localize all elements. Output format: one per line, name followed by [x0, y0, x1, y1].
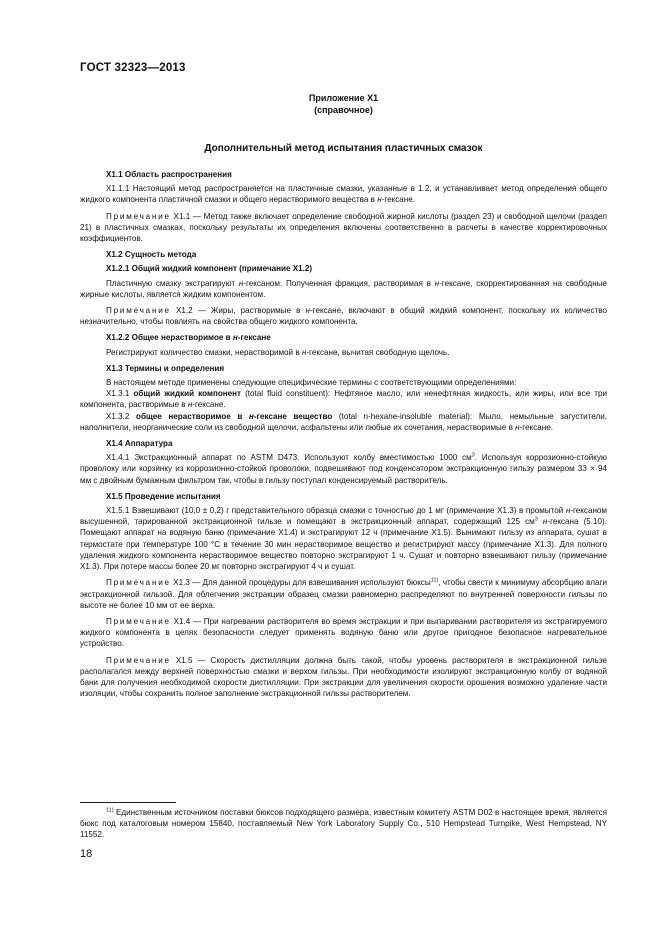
- note-x1-5: Примечание X1.5 — Скорость дистилляции должна быть такой, чтобы уровень растворителя в экстракционной гильзе располагался между верхней поверхностью смазки и верхом гильзы. При необходимости изолируют экстракционную колбу от водяной бани для получения необходимой скорости дистилляции. При экстракции для увеличения скорости орошения возможно удаление части изоляции, чтобы сохранить полное заполнение экстракционной гильзы растворителем.: [80, 655, 607, 699]
- section-heading-x1-5: X1.5 Проведение испытания: [106, 491, 221, 501]
- term-x1-3-2: X1.3.2 общее нерастворимое в н-гексане вещество (total n-hexane-insoluble material): Мыло, немыльные загустители, наполнители, неорганические соли из свободной щелочи, асфальтены или любые их сочетания, нерастворимые в н-гексане.: [80, 411, 607, 432]
- document-body: [80, 169, 607, 699]
- section-heading-x1-1: X1.1 Область распространения: [106, 170, 232, 179]
- term-x1-3-1: X1.3.1 общий жидкий компонент (total fluid constituent): Нефтяное масло, или ненефтяная жидкость, или жиры, или все три компонента, растворимые в н-гексане.: [80, 389, 607, 410]
- paragraph-x1-4-1: X1.4.1 Экстракционный аппарат по ASTM D473. Используют колбу вместимостью 1000 $см^3$. Используя коррозионно-стойкую проволоку или корзинку из коррозионно-стойкой проволоки, подвешивают под конденсатором экстракционную гильзу размером 33 × 94 мм с двойным бумажным фильтром так, чтобы в гильзу поступал конденсируемый растворитель.: [80, 452, 607, 485]
- page-number: 18: [80, 848, 93, 860]
- note-x1-4: Примечание X1.4 — При нагревании растворителя во время экстракции и при выпаривании растворителя из экстрагируемого жидкого компонента в целях безопасности следует применять водяную баню или другое пригодное безопасное нагревательное устройство.: [80, 616, 607, 649]
- paragraph-x1-2-2: Регистрируют количество смазки, нерастворимой в н-гексане, вычитая свободную щелочь.: [106, 347, 450, 357]
- main-title: Дополнительный метод испытания пластичных смазок: [204, 143, 483, 154]
- note-x1-3: Примечание X1.3 — Для данной процедуры для взвешивания используют бюксы$^{11)}$, чтобы свести к минимуму абсорбцию влаги экстракционной гильзой. Для облегчения экстракции образец смазки равномерно распределяют по внутренней поверхности гильзы по высоте не более 10 мм от ее верха.: [80, 577, 607, 610]
- paragraph-x1-5-1: X1.5.1 Взвешивают (10,0 ± 0,2) г представительного образца смазки с точностью до 1 мг (примечание X1.3) в промытой н-гексаном высушенной, тарированной экстракционной гильзе и помещают в экстракционный аппарат, содержащий 125 $см^3$ н-гексана (5.10). Помещают аппарат на водяную баню (примечание X1.4) и экстрагируют 12 ч (примечание X1.5). Вынимают гильзу из аппарата, сушат в термостате при температуре 100 °С в течение 30 мин нерастворимое вещество и регистрируют массу (примечание X1.3). Для полного удаления жидкого компонента нерастворимое вещество повторно экстрагируют 1 ч. Сушат и повторно взвешивают гильзу (примечание X1.3). При потере массы более 20 мг повторно экстрагируют 4 ч и сушат.: [80, 506, 607, 572]
- appendix-title: Приложение X1: [308, 93, 379, 103]
- standard-header: ГОСТ 32323—2013: [80, 62, 186, 74]
- note-x1-1: Примечание X1.1 — Метод также включает определение свободной жирной кислоты (раздел 23) и свободной щелочи (раздел 21) в пластичных смазках, поскольку результаты их определения включены соответственно в расчеты в качестве корректировочных коэффициентов.: [80, 211, 607, 244]
- paragraph-x1-2-1: Пластичную смазку экстрагируют н-гексаном. Полученная фракция, растворимая в н-гексане, скорректированная на свободные жирные кислоты, является жидким компонентом.: [80, 278, 607, 299]
- subheading-x1-2-2: X1.2.2 Общее нерастворимое в н-гексане: [106, 333, 271, 343]
- section-heading-x1-4: X1.4 Аппаратура: [106, 439, 173, 449]
- section-heading-x1-3: X1.3 Термины и определения: [106, 363, 225, 373]
- footnote: $^{11)}$ Единственным источником поставки бюксов подходящего размера, известным комитету ASTM D02 в настоящее время, является бюкс под каталоговым номером 15840, поставляемый New York Laboratory Supply Co., 510 Hempstead Turnpike, West Hempstead, NY 11552.: [80, 807, 607, 840]
- note-x1-2: Примечание X1.2 — Жиры, растворимые в н-гексане, включают в общий жидкий компонент, поскольку их количество незначительно, чтобы повлиять на свойства общего жидкого компонента.: [80, 306, 607, 327]
- paragraph-x1-1-1: X1.1.1 Настоящий метод распространяется на пластичные смазки, указанные в 1.2, и устанавливает метод определения общего жидкого компонента пластичной смазки и общего нерастворимого вещества в н-гексане.: [80, 184, 607, 205]
- subheading-x1-2-1: X1.2.1 Общий жидкий компонент (примечание X1.2): [106, 264, 313, 274]
- footnote-divider: [80, 802, 176, 803]
- paragraph-x1-3: В настоящем методе применены следующие специфические термины с соответствующими определениями:: [106, 378, 517, 388]
- appendix-subtitle: (справочное): [314, 105, 373, 115]
- section-heading-x1-2: X1.2 Сущность метода: [106, 250, 197, 260]
